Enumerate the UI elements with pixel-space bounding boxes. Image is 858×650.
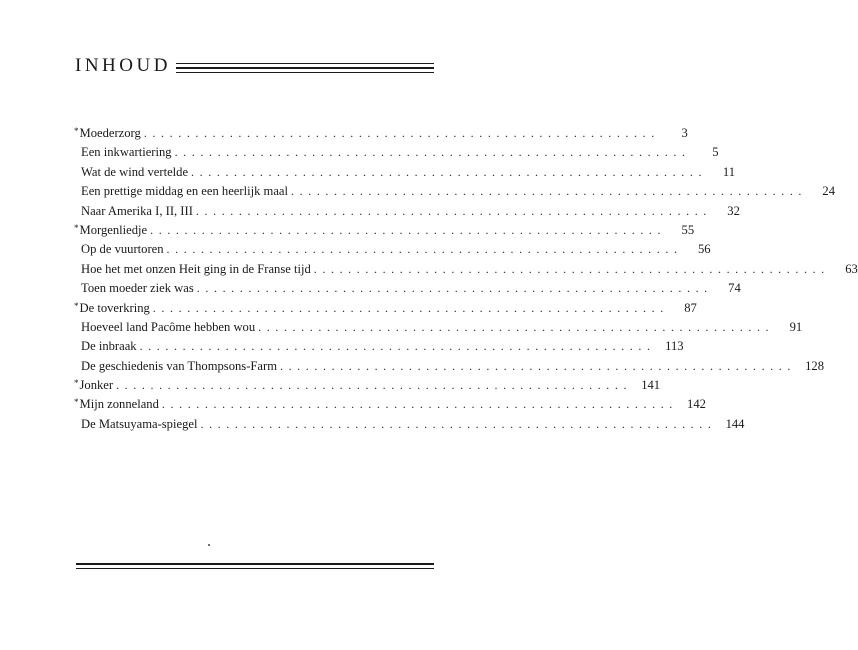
toc-entry-page-number: 142 bbox=[678, 395, 706, 414]
toc-entry-page-number: 128 bbox=[796, 357, 824, 376]
toc-entry-page-number: 56 bbox=[683, 240, 711, 259]
dot-leader: ............................................................ bbox=[174, 145, 691, 160]
toc-entry bbox=[74, 143, 719, 162]
dot-leader: ............................................................ bbox=[200, 416, 717, 431]
toc-entry-title: Moederzorg bbox=[80, 124, 144, 143]
toc-entry bbox=[74, 318, 803, 337]
dot-leader: ............................................................ bbox=[143, 126, 660, 140]
toc-entry-title: Op de vuurtoren bbox=[81, 240, 167, 259]
toc-entry-page-number: 11 bbox=[707, 163, 735, 182]
asterisk-marker: * bbox=[74, 222, 79, 233]
toc-entry-page-number: 5 bbox=[691, 143, 719, 162]
dot-leader: ............................................................ bbox=[291, 184, 808, 199]
dot-leader: ............................................................ bbox=[279, 358, 796, 373]
table-of-contents bbox=[74, 124, 858, 434]
asterisk-marker: * bbox=[74, 126, 79, 136]
toc-entry-title: Een prettige middag en een heerlijk maal bbox=[81, 182, 291, 201]
toc-entry bbox=[74, 395, 706, 414]
toc-entry bbox=[74, 299, 697, 318]
toc-entry bbox=[74, 279, 741, 298]
dot-leader: ............................................................ bbox=[152, 300, 669, 315]
toc-entry bbox=[74, 221, 695, 240]
toc-entry-page-number: 63 bbox=[830, 260, 858, 279]
toc-entry bbox=[74, 240, 711, 259]
toc-entry-page-number: 32 bbox=[712, 202, 740, 221]
toc-entry-page-number: 55 bbox=[666, 221, 694, 240]
dot-leader: ............................................................ bbox=[195, 203, 712, 218]
dot-leader: ............................................................ bbox=[161, 397, 678, 412]
toc-entry bbox=[74, 415, 745, 434]
toc-entry-title: De geschiedenis van Thompsons-Farm bbox=[81, 357, 280, 376]
toc-entry-title: De toverkring bbox=[80, 299, 153, 318]
asterisk-marker: * bbox=[74, 300, 79, 311]
toc-entry bbox=[74, 163, 736, 182]
dot-leader: ............................................................ bbox=[116, 378, 633, 393]
toc-entry-title: Wat de wind vertelde bbox=[81, 163, 191, 182]
toc-entry-title: Naar Amerika I, II, III bbox=[81, 202, 196, 221]
title-rule-top bbox=[176, 63, 434, 64]
toc-entry-title: Toen moeder ziek was bbox=[81, 279, 197, 298]
toc-entry-title: De Matsuyama-spiegel bbox=[81, 415, 200, 434]
toc-entry-page-number: 141 bbox=[632, 376, 660, 395]
paper-speck bbox=[208, 544, 210, 546]
page-title: INHOUD bbox=[75, 55, 171, 76]
dot-leader: ............................................................ bbox=[139, 339, 656, 354]
toc-entry-title: Hoe het met onzen Heit ging in de Franse tijd bbox=[81, 260, 314, 279]
dot-leader: ............................................................ bbox=[258, 319, 775, 334]
toc-entry-page-number: 113 bbox=[656, 337, 684, 356]
dot-leader: ............................................................ bbox=[191, 164, 708, 179]
toc-entry-page-number: 74 bbox=[713, 279, 741, 298]
dot-leader: ............................................................ bbox=[150, 222, 667, 237]
toc-entry bbox=[74, 376, 661, 395]
toc-entry-page-number: 24 bbox=[807, 182, 835, 201]
toc-entry-title: Een inkwartiering bbox=[81, 143, 175, 162]
toc-entry bbox=[74, 337, 684, 356]
title-rule-bottom bbox=[176, 72, 434, 73]
toc-entry-page-number: 87 bbox=[669, 299, 697, 318]
toc-entry-title: Hoeveel land Pacôme hebben wou bbox=[81, 318, 258, 337]
toc-entry bbox=[74, 124, 688, 143]
dot-leader: ............................................................ bbox=[196, 281, 713, 296]
toc-entry bbox=[74, 260, 858, 279]
toc-entry bbox=[74, 357, 824, 376]
toc-entry-title: Morgenliedje bbox=[80, 221, 151, 240]
footer-rule-bottom bbox=[76, 568, 434, 569]
toc-entry-title: Mijn zonneland bbox=[80, 395, 162, 414]
toc-entry-title: De inbraak bbox=[81, 337, 140, 356]
dot-leader: ............................................................ bbox=[166, 242, 683, 257]
footer-rule-top bbox=[76, 563, 434, 565]
toc-entry-page-number: 91 bbox=[774, 318, 802, 337]
toc-entry bbox=[74, 182, 836, 201]
asterisk-marker: * bbox=[74, 378, 79, 389]
toc-entry bbox=[74, 202, 740, 221]
title-rule-middle bbox=[176, 67, 434, 69]
toc-entry-page-number: 144 bbox=[716, 415, 744, 434]
toc-entry-title: Jonker bbox=[80, 376, 117, 395]
asterisk-marker: * bbox=[74, 397, 79, 408]
dot-leader: ............................................................ bbox=[313, 261, 830, 276]
toc-entry-page-number: 3 bbox=[660, 124, 688, 143]
